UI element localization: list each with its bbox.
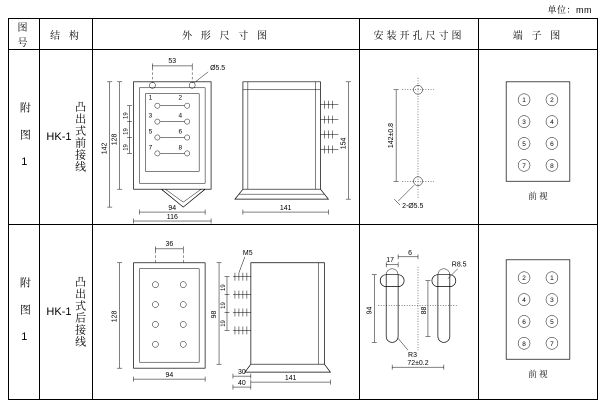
svg-text:19: 19 xyxy=(221,302,228,309)
cell-structure-1 xyxy=(40,50,93,225)
table-row xyxy=(9,50,598,225)
outline-drawing-rear xyxy=(93,225,359,399)
terminal-diagram-rear xyxy=(479,225,597,399)
cell-terminal-1 xyxy=(479,50,598,225)
svg-text:8: 8 xyxy=(550,162,554,170)
header-terminal: 端 子 图 xyxy=(479,19,598,50)
dimension-table xyxy=(8,18,598,400)
svg-text:40: 40 xyxy=(238,380,246,388)
cell-terminal-2 xyxy=(479,225,598,400)
cell-structure-2 xyxy=(40,225,93,400)
outline-drawing-front xyxy=(93,50,359,224)
header-fig-no: 图 号 xyxy=(9,19,40,50)
svg-text:19: 19 xyxy=(123,128,130,135)
svg-text:141: 141 xyxy=(279,205,292,213)
svg-text:53: 53 xyxy=(168,57,177,65)
svg-text:4: 4 xyxy=(550,119,554,127)
cell-fig-no-1 xyxy=(9,50,40,225)
model-label-1: HK-1 xyxy=(46,131,72,143)
svg-text:2: 2 xyxy=(178,94,183,102)
svg-text:3: 3 xyxy=(522,119,526,127)
svg-text:4: 4 xyxy=(178,112,183,120)
svg-text:6: 6 xyxy=(550,140,554,148)
svg-text:7: 7 xyxy=(148,144,153,152)
table-row xyxy=(9,225,598,400)
svg-text:前 视: 前 视 xyxy=(528,369,548,380)
svg-text:R3: R3 xyxy=(408,352,417,360)
svg-text:141: 141 xyxy=(284,375,297,383)
cell-mounting-1 xyxy=(360,50,479,225)
svg-text:88: 88 xyxy=(420,306,428,315)
model-label-2: HK-1 xyxy=(46,306,72,318)
svg-text:98: 98 xyxy=(211,310,219,319)
table-header-row xyxy=(9,19,598,50)
svg-text:Ø5.5: Ø5.5 xyxy=(210,64,226,72)
header-structure: 结 构 xyxy=(40,19,93,50)
svg-text:72±0.2: 72±0.2 xyxy=(407,360,429,368)
svg-text:17: 17 xyxy=(386,256,395,264)
svg-text:8: 8 xyxy=(178,144,183,152)
cell-outline-2 xyxy=(93,225,360,400)
svg-text:19: 19 xyxy=(123,144,130,151)
svg-text:94: 94 xyxy=(165,372,174,380)
svg-text:6: 6 xyxy=(178,128,183,136)
svg-text:1: 1 xyxy=(550,275,554,283)
svg-text:19: 19 xyxy=(221,284,228,291)
svg-text:前 视: 前 视 xyxy=(528,191,548,202)
cell-mounting-2 xyxy=(360,225,479,400)
svg-text:94: 94 xyxy=(168,205,177,213)
svg-text:7: 7 xyxy=(522,162,526,170)
svg-text:3: 3 xyxy=(550,297,554,305)
svg-text:4: 4 xyxy=(522,297,526,305)
unit-note: 单位：mm xyxy=(547,5,592,15)
svg-text:36: 36 xyxy=(165,240,174,248)
svg-text:128: 128 xyxy=(111,310,119,323)
svg-text:5: 5 xyxy=(148,128,153,136)
svg-text:3: 3 xyxy=(148,112,153,120)
svg-text:7: 7 xyxy=(550,340,554,348)
svg-text:6: 6 xyxy=(522,318,526,326)
svg-text:94: 94 xyxy=(366,306,374,315)
svg-text:5: 5 xyxy=(550,318,554,326)
svg-text:19: 19 xyxy=(123,112,130,119)
svg-text:2: 2 xyxy=(550,97,554,105)
svg-text:5: 5 xyxy=(522,140,526,148)
svg-text:2-Ø5.5: 2-Ø5.5 xyxy=(402,203,424,211)
svg-text:30: 30 xyxy=(238,369,246,377)
fig-no-label-1: 附 图 1 xyxy=(18,101,31,170)
svg-text:6: 6 xyxy=(408,249,412,257)
svg-text:1: 1 xyxy=(522,97,526,105)
mounting-drawing-rear xyxy=(360,225,478,399)
svg-text:8: 8 xyxy=(522,340,526,348)
structure-label-1: 凸出式前接线 xyxy=(73,101,86,173)
svg-text:19: 19 xyxy=(221,320,228,327)
structure-label-2: 凸出式后接线 xyxy=(73,276,86,348)
svg-text:1: 1 xyxy=(148,94,153,102)
fig-no-label-2: 附 图 1 xyxy=(18,276,31,345)
svg-text:142: 142 xyxy=(101,142,109,155)
svg-text:2: 2 xyxy=(522,275,526,283)
svg-text:154: 154 xyxy=(340,137,348,150)
terminal-diagram-front xyxy=(479,50,597,224)
header-mounting: 安装开孔尺寸图 xyxy=(360,19,479,50)
svg-text:128: 128 xyxy=(111,133,119,146)
svg-text:M5: M5 xyxy=(242,249,253,257)
header-outline: 外 形 尺 寸 图 xyxy=(93,19,360,50)
cell-outline-1 xyxy=(93,50,360,225)
svg-text:R8.5: R8.5 xyxy=(451,261,467,269)
svg-text:142±0.8: 142±0.8 xyxy=(388,122,396,149)
cell-fig-no-2 xyxy=(9,225,40,400)
mounting-drawing-front xyxy=(360,50,478,224)
svg-text:116: 116 xyxy=(166,214,178,222)
